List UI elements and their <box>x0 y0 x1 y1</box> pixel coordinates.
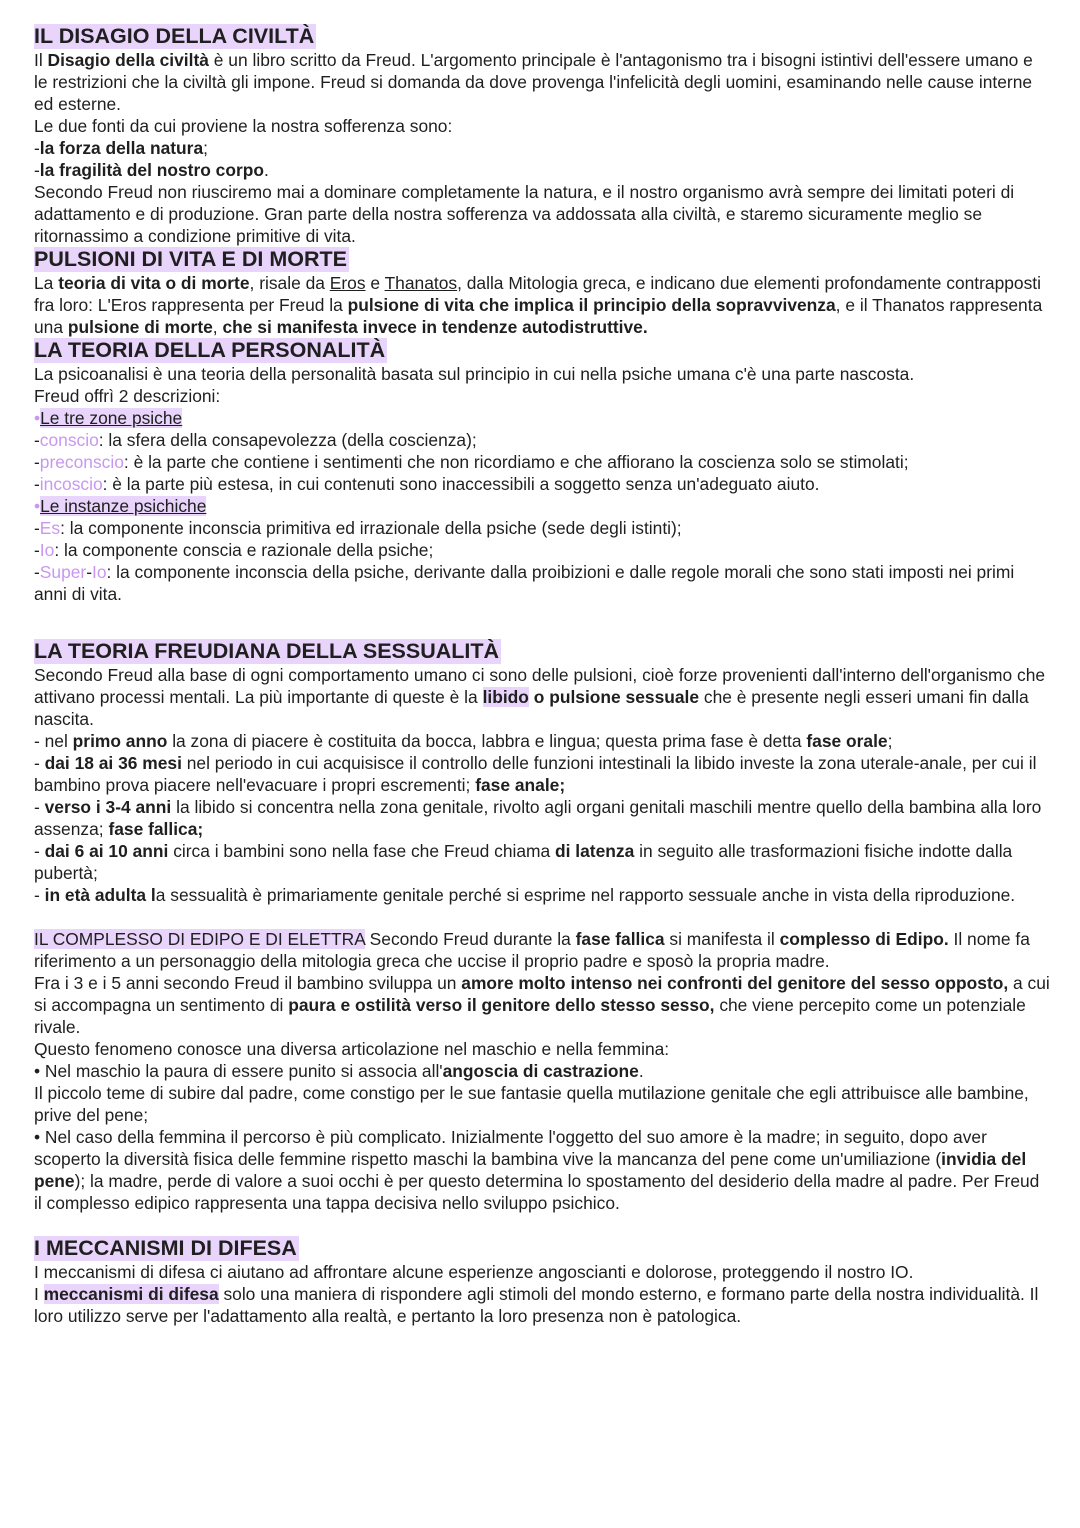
text-run: e <box>365 273 385 293</box>
bold-term: la forza della natura <box>39 138 204 158</box>
bold-term: o pulsione sessuale <box>528 687 700 707</box>
text-run: a cui si accompagna un sentimento di <box>34 973 1050 1015</box>
text-run: , risale da <box>249 273 330 293</box>
text-run: , e il Thanatos rappresenta una <box>34 295 1043 337</box>
colored-term: Es <box>39 518 61 538</box>
spacer <box>34 906 1050 928</box>
text-run: Il <box>34 50 48 70</box>
list-item <box>34 730 1050 752</box>
text-run: - <box>34 841 45 861</box>
bold-term: dai 6 ai 10 anni <box>44 841 169 861</box>
section-sessualita <box>34 639 1050 906</box>
paragraph: La psicoanalisi è una teoria della personalità basata sul principio in cui nella psiche umana c'è una parte nascosta. <box>34 364 915 384</box>
dash: - <box>34 160 40 180</box>
section-edipo <box>34 928 1050 1214</box>
bold-term: teoria di vita o di morte <box>58 273 250 293</box>
paragraph: Secondo Freud non riusciremo mai a dominare completamente la natura, e il nostro organismo avrà sempre dei limitati poteri di adattamento e di produzione. Gran parte della nostra sofferenza va addossata alla civiltà, e staremo sicuramente meglio se ritornassimo a condizione primitive di vita. <box>34 182 1015 246</box>
highlighted-term: meccanismi di difesa <box>43 1284 219 1304</box>
section-heading: LA TEORIA DELLA PERSONALITÀ <box>34 338 386 362</box>
bold-term: di latenza <box>555 841 635 861</box>
bullet-item <box>34 1060 1050 1082</box>
text-run: a sessualità è primariamente genitale perché si esprime nel rapporto sessuale anche in vista della riproduzione. <box>155 885 1016 905</box>
section-disagio-civilta <box>34 24 1050 247</box>
text-run: si manifesta il <box>664 929 780 949</box>
bold-term: invidia del pene <box>34 1149 1027 1191</box>
text-run: nel periodo in cui acquisisce il controllo delle funzioni intestinali la libido investe la zona uterale-anale, per cui il bambino prova piacere nell'evacuare i propri escrementi; <box>34 753 1037 795</box>
spacer <box>34 627 1050 639</box>
text-run: . <box>263 160 269 180</box>
paragraph <box>34 928 1050 972</box>
section-heading: IL DISAGIO DELLA CIVILTÀ <box>34 24 315 48</box>
bold-term: fase fallica <box>575 929 665 949</box>
dash: - <box>34 474 40 494</box>
bullet-item <box>34 1126 1050 1214</box>
bold-term: pulsione di morte <box>67 317 213 337</box>
dash: - <box>34 518 40 538</box>
text-run: Secondo Freud alla base di ogni comportamento umano ci sono delle pulsioni, cioè forze provenienti dall'interno dell'organismo che attivano processi mentali. La più importante di queste è la <box>34 665 1046 707</box>
section-heading: PULSIONI DI VITA E DI MORTE <box>34 247 347 271</box>
text-run: - <box>34 753 45 773</box>
colored-term: Super <box>39 562 87 582</box>
section-pulsioni <box>34 247 1050 338</box>
list-item <box>34 137 1050 159</box>
bold-term: fase fallica; <box>108 819 204 839</box>
spacer <box>34 605 1050 627</box>
list-item <box>34 796 1050 840</box>
dash: - <box>34 452 40 472</box>
bullet-icon: • <box>34 408 41 428</box>
text-run: • Nel maschio la paura di essere punito si associa all' <box>34 1061 443 1081</box>
paragraph <box>34 664 1050 730</box>
paragraph: Questo fenomeno conosce una diversa articolazione nel maschio e nella femmina: <box>34 1039 670 1059</box>
dash: - <box>34 430 40 450</box>
colored-term: conscio <box>39 430 99 450</box>
text-run: in seguito alle trasformazioni fisiche indotte dalla pubertà; <box>34 841 1013 883</box>
highlighted-term: libido <box>482 687 529 707</box>
text-run: La <box>34 273 59 293</box>
section-heading: LA TEORIA FREUDIANA DELLA SESSUALITÀ <box>34 639 500 663</box>
paragraph: Freud offrì 2 descrizioni: <box>34 386 221 406</box>
bold-term: pulsione di vita che implica il principio della sopravvivenza <box>347 295 836 315</box>
highlighted-subheading: Le tre zone psiche <box>40 408 183 428</box>
bullet-icon: • <box>34 496 41 516</box>
text-run: la zona di piacere è costituita da bocca, labbra e lingua; questa prima fase è detta <box>167 731 807 751</box>
colored-term: preconscio <box>39 452 124 472</box>
section-personalita <box>34 338 1050 605</box>
text-run: . <box>638 1061 644 1081</box>
paragraph: Le due fonti da cui proviene la nostra sofferenza sono: <box>34 116 453 136</box>
paragraph: I meccanismi di difesa ci aiutano ad affrontare alcune esperienze angoscianti e dolorose, proteggendo il nostro IO. <box>34 1262 914 1282</box>
bullet-item <box>34 495 1050 517</box>
text-run: : è la parte che contiene i sentimenti che non ricordiamo e che affiorano la coscienza solo se stimolati; <box>123 452 909 472</box>
inline-heading: IL COMPLESSO DI EDIPO E DI ELETTRA <box>34 929 365 949</box>
list-item <box>34 752 1050 796</box>
list-item <box>34 884 1050 906</box>
text-run: , dalla Mitologia greca, e indicano due elementi profondamente contrapposti fra loro: L'Eros rappresenta per Freud la <box>34 273 1041 315</box>
highlighted-subheading: Le instanze psichiche <box>40 496 207 516</box>
text-run: ; <box>203 138 208 158</box>
text-run: I <box>34 1284 44 1304</box>
bold-term: la fragilità del nostro corpo <box>39 160 264 180</box>
text-run: - <box>34 797 45 817</box>
paragraph <box>34 49 1050 115</box>
list-item <box>34 539 1050 561</box>
text-run: circa i bambini sono nella fase che Freud chiama <box>168 841 556 861</box>
bold-term: Disagio della civiltà <box>47 50 209 70</box>
bold-term: verso i 3-4 anni <box>44 797 172 817</box>
text-run: : è la parte più estesa, in cui contenuti sono inaccessibili a soggetto senza un'adeguato aiuto. <box>102 474 820 494</box>
dash: - <box>34 540 40 560</box>
list-item <box>34 473 1050 495</box>
text-run: ; <box>887 731 893 751</box>
text-run: che è presente negli esseri umani fin dalla nascita. <box>34 687 1029 729</box>
list-item <box>34 561 1050 605</box>
underlined-term: Eros <box>329 273 366 293</box>
section-heading: I MECCANISMI DI DIFESA <box>34 1236 297 1260</box>
bold-term: amore molto intenso nei confronti del genitore del sesso opposto, <box>461 973 1009 993</box>
spacer <box>34 1214 1050 1236</box>
underlined-term: Thanatos <box>384 273 458 293</box>
colored-term: Io <box>39 540 55 560</box>
text-run: Il nome fa riferimento a un personaggio della mitologia greca che uccise il proprio padre e sposò la propria madre. <box>34 929 1030 971</box>
dash: - <box>86 562 92 582</box>
bold-term: fase anale; <box>475 775 566 795</box>
text-run: - <box>34 885 45 905</box>
colored-term: Io <box>92 562 107 582</box>
text-run: : la componente conscia e razionale della psiche; <box>54 540 434 560</box>
bold-term: in età adulta l <box>44 885 156 905</box>
paragraph: Il piccolo teme di subire dal padre, come constigo per le sue fantasie quella mutilazione genitale che egli attribuisce alle bambine, prive del pene; <box>34 1083 1029 1125</box>
text-run: : la sfera della consapevolezza (della coscienza); <box>98 430 477 450</box>
text-run: Secondo Freud durante la <box>364 929 576 949</box>
bold-term: fase orale <box>806 731 888 751</box>
bold-term: complesso di Edipo. <box>779 929 949 949</box>
text-run: - nel <box>34 731 73 751</box>
list-item <box>34 429 1050 451</box>
bold-term: che si manifesta invece in tendenze autodistruttive. <box>222 317 648 337</box>
paragraph <box>34 272 1050 338</box>
bold-term: dai 18 ai 36 mesi <box>44 753 182 773</box>
text-run: solo una maniera di rispondere agli stimoli del mondo esterno, e formano parte della nostra individualità. Il loro utilizzo serve per l'adattamento alla realtà, e pertanto la loro presenza non è patologica. <box>34 1284 1039 1326</box>
text-run: è un libro scritto da Freud. L'argomento principale è l'antagonismo tra i bisogni istintivi dell'essere umano e le restrizioni che la civiltà gli impone. Freud si domanda da dove provenga l'infelicità degli uomini, esaminando nelle cause interne ed esterne. <box>34 50 1033 114</box>
bold-term: paura e ostilità verso il genitore dello stesso sesso, <box>288 995 715 1015</box>
bold-term: primo anno <box>72 731 168 751</box>
text-run: • Nel caso della femmina il percorso è più complicato. Inizialmente l'oggetto del suo amore è la madre; in seguito, dopo aver scoperto la diversità fisica delle femmine rispetto maschi la bambina vive la mancanza del pene come un'umiliazione ( <box>34 1127 987 1169</box>
text-run: : la componente inconscia della psiche, derivante dalla proibizioni e dalle regole morali che sono stati imposti nei primi anni di vita. <box>34 562 1015 604</box>
list-item <box>34 517 1050 539</box>
text-run: Fra i 3 e i 5 anni secondo Freud il bambino sviluppa un <box>34 973 462 993</box>
dash: - <box>34 138 40 158</box>
text-run: ); la madre, perde di valore a suoi occhi è per questo determina lo spostamento del desiderio della madre al padre. Per Freud il complesso edipico rappresenta una tappa decisiva nello sviluppo psichico. <box>34 1171 1040 1213</box>
bold-term: angoscia di castrazione <box>442 1061 639 1081</box>
text-run: , <box>212 317 223 337</box>
list-item <box>34 159 1050 181</box>
list-item <box>34 451 1050 473</box>
text-run: la libido si concentra nella zona genitale, rivolto agli organi genitali maschili mentre quello della bambina alla loro assenza; <box>34 797 1042 839</box>
paragraph <box>34 1283 1050 1327</box>
list-item <box>34 840 1050 884</box>
colored-term: incoscio <box>39 474 103 494</box>
bullet-item <box>34 407 1050 429</box>
text-run: che viene percepito come un potenziale rivale. <box>34 995 1026 1037</box>
text-run: : la componente inconscia primitiva ed irrazionale della psiche (sede degli istinti); <box>60 518 682 538</box>
section-meccanismi-difesa <box>34 1236 1050 1327</box>
dash: - <box>34 562 40 582</box>
paragraph <box>34 972 1050 1038</box>
